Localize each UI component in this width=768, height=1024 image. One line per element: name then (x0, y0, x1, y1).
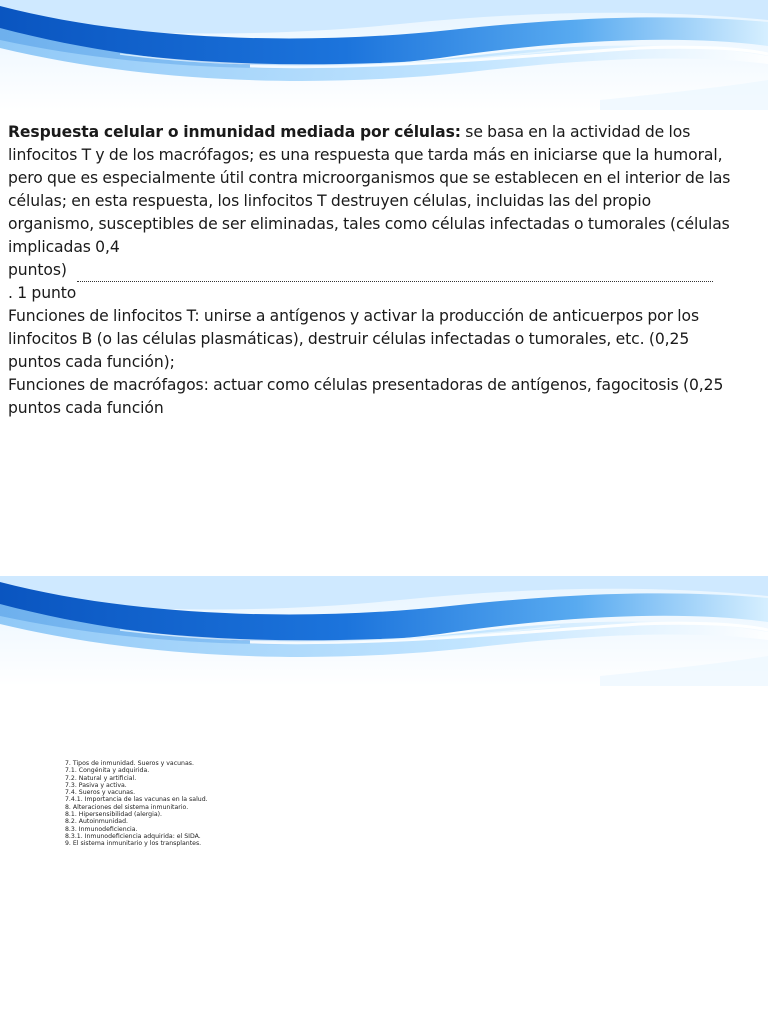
score-line: . 1 punto (8, 284, 77, 302)
toc-item: 7.4.1. Importancia de las vacunas en la salud. (65, 796, 208, 804)
toc-item: 8.3. Inmunodeficiencia. (65, 825, 138, 833)
paragraph-funciones-macrofagos: Funciones de macrófagos: actuar como células presentadoras de antígenos, fagocitosis (0,25 puntos cada función (8, 376, 724, 417)
toc-item: 8. Alteraciones del sistema inmunitario. (65, 803, 189, 811)
toc-item: 7.1. Congénita y adquirida. (65, 767, 150, 775)
toc-item: 8.1. Hipersensibilidad (alergia). (65, 811, 163, 819)
toc-item: 9. El sistema inmunitario y los transplantes. (65, 840, 202, 848)
blue-swoosh-banner (0, 576, 768, 686)
paragraph-respuesta-celular (8, 121, 732, 259)
toc-item: 7.2. Natural y artificial. (65, 774, 137, 782)
paragraph-funciones-linfocitos-t: Funciones de linfocitos T: unirse a antígenos y activar la producción de anticuerpos por los linfocitos B (o las células plasmáticas), destruir células infectadas o tumorales, etc. (0,25 puntos cada función); (8, 307, 699, 371)
toc-item: 7.3. Pasiva y activa. (65, 781, 127, 789)
slide-2 (0, 576, 768, 1024)
toc-item: 7. Tipos de inmunidad. Sueros y vacunas. (65, 760, 194, 767)
blue-swoosh-banner (0, 0, 768, 110)
toc-item: 8.2. Autoinmunidad. (65, 818, 128, 826)
table-of-contents (65, 760, 208, 848)
dotted-leader (77, 265, 713, 282)
definition-text: se basa en la actividad de los linfocitos T y de los macrófagos; es una respuesta que tarda más en iniciarse que la humoral, pero que es especialmente útil contra microorganismos que se establecen en el interior de las células; en esta respuesta, los linfocitos T destruyen células, incluidas las del propio organismo, susceptibles de ser eliminadas, tales como células infectadas o tumorales (células implicadas 0,4 (8, 123, 731, 256)
term-respuesta-celular: Respuesta celular o inmunidad mediada por células: (8, 123, 461, 141)
dotted-answer-line (8, 259, 732, 282)
toc-item: 7.4. Sueros y vacunas. (65, 789, 136, 797)
slide-1-body (8, 121, 732, 420)
toc-item: 8.3.1. Inmunodeficiencia adquirida: el SIDA. (65, 832, 201, 840)
dotted-line-label: puntos) (8, 261, 67, 279)
